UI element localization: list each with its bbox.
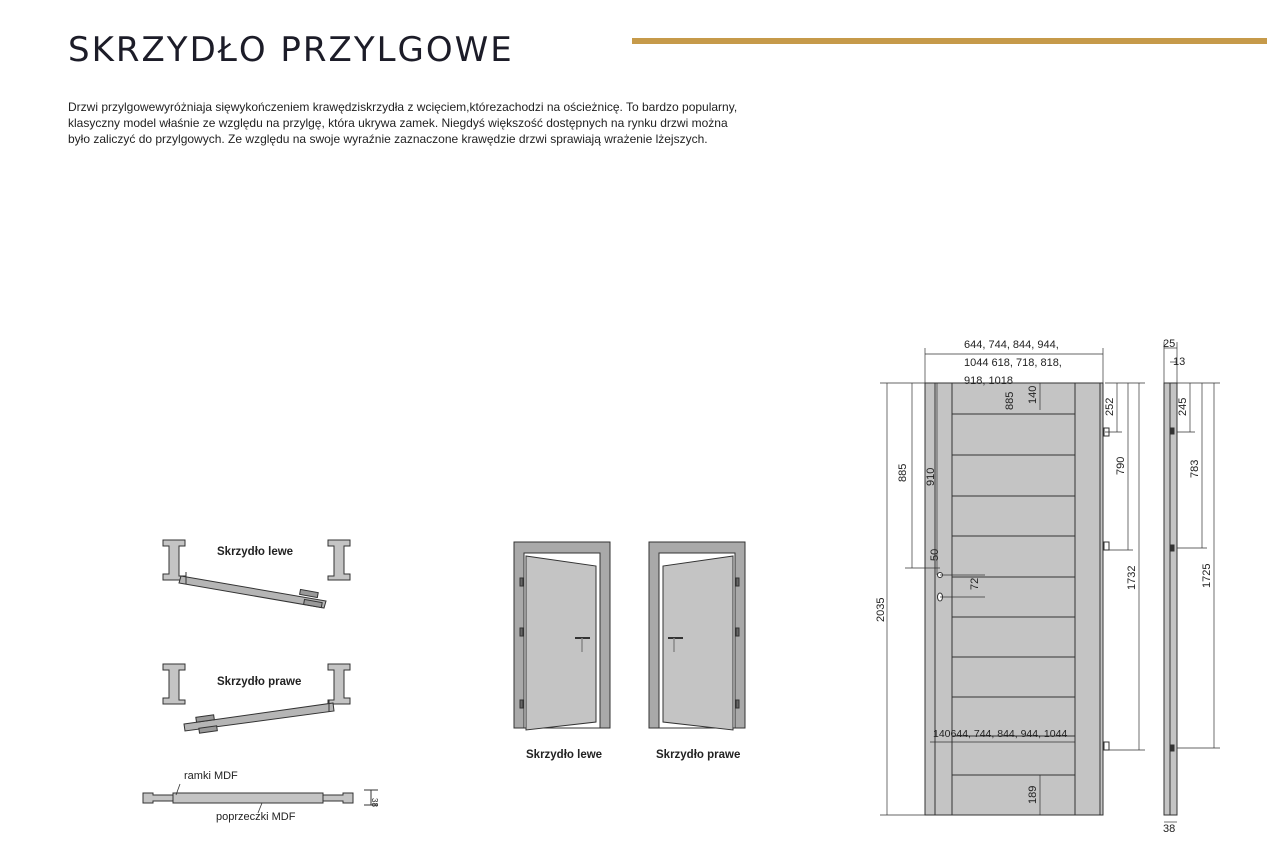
- dim-72: 72: [969, 577, 981, 590]
- dim-1732: 1732: [1126, 565, 1138, 590]
- dim-140-top: 140: [1027, 385, 1039, 404]
- side-dim-245: 245: [1177, 397, 1189, 416]
- dim-790: 790: [1115, 456, 1127, 475]
- profile-section: [143, 784, 378, 813]
- side-dim-1725: 1725: [1201, 563, 1213, 588]
- intro-paragraph: Drzwi przylgowewyróżniaja sięwykończeniem krawędziskrzydła z wcięciem,którezachodzi na ościeżnicę. To bardzo popularny, klasyczny model właśnie ze względu na przylgę, która ukrywa zamek. Niegdyś większość dostępnych na rynku drzwi można było zaliczyć do przylgowych. Ze względu na swoje wyraźnie zaznaczone krawędzie drzwi sprawiają wrażenie lżejszych.: [68, 100, 738, 146]
- dim-2035: 2035: [875, 597, 887, 622]
- section-right-label: Skrzydło prawe: [217, 676, 302, 688]
- side-dim-13: 13: [1173, 356, 1186, 368]
- tech-door-front: [925, 383, 1109, 815]
- section-left-label: Skrzydło lewe: [217, 546, 294, 558]
- dim-189: 189: [1027, 785, 1039, 804]
- width-label-line2: 1044 618, 718, 818,: [964, 357, 1062, 369]
- door-left-caption: Skrzydło lewe: [526, 749, 603, 761]
- section-right: [163, 664, 350, 733]
- side-dim-25: 25: [1163, 338, 1176, 350]
- width-label-line1: 644, 744, 844, 944,: [964, 339, 1059, 351]
- profile-thickness: 38: [370, 798, 379, 807]
- frames-label: ramki MDF: [184, 770, 238, 782]
- door-right-caption: Skrzydło prawe: [656, 749, 741, 761]
- door-left-elevation: [514, 542, 610, 730]
- door-right-elevation: [649, 542, 745, 730]
- dim-885-left: 885: [897, 463, 909, 482]
- rails-label: poprzeczki MDF: [216, 811, 296, 823]
- tech-door-side: [1164, 383, 1177, 815]
- width-label-line3: 918, 1018: [964, 375, 1013, 387]
- dim-252: 252: [1104, 397, 1116, 416]
- dim-50: 50: [929, 548, 941, 561]
- side-dim-783: 783: [1189, 459, 1201, 478]
- dim-910: 910: [925, 467, 937, 486]
- side-dim-38: 38: [1163, 823, 1176, 835]
- page-title: SKRZYDŁO PRZYLGOWE: [68, 30, 514, 70]
- bottom-width-label: 140644, 744, 844, 944, 1044: [933, 728, 1068, 740]
- dim-885-top: 885: [1004, 391, 1016, 410]
